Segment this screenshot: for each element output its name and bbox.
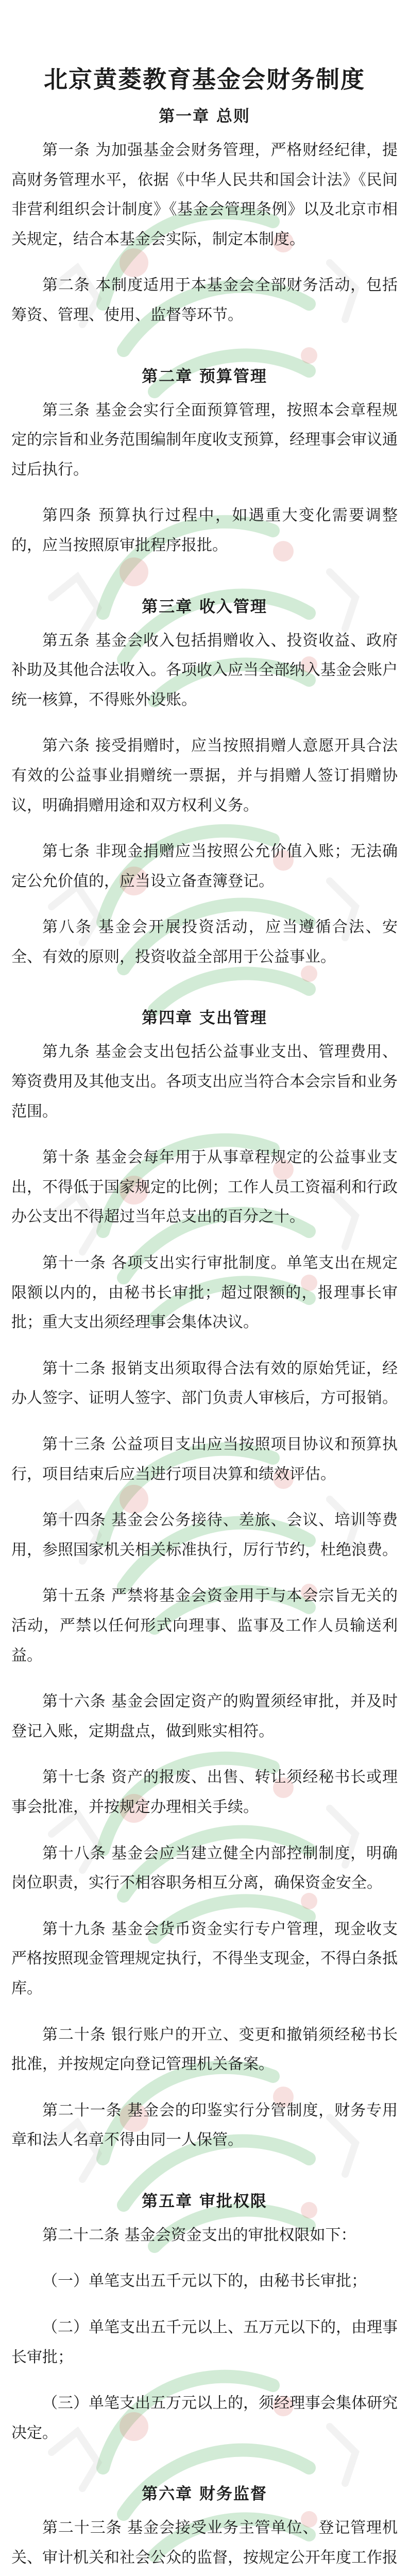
chapter-heading: 第六章 财务监督 — [142, 2485, 267, 2504]
document-title: 北京黄菱教育基金会财务制度 — [44, 65, 365, 93]
clause-paragraph: 第十九条 基金会货币资金实行专户管理，现金收支严格按照现金管理规定执行，不得坐支现金，不得白条抵库。 — [11, 1920, 398, 1997]
section-list — [11, 103, 398, 2576]
clause-paragraph: 第十四条 基金会公务接待、差旅、会议、培训等费用，参照国家机关相关标准执行，厉行节约，杜绝浪费。 — [11, 1511, 398, 1559]
clause-paragraph: 第一条 为加强基金会财务管理，严格财经纪律，提高财务管理水平，依据《中华人民共和国会计法》《民间非营利组织会计制度》《基金会管理条例》以及北京市相关规定，结合本基金会实际，制定本制度。 — [11, 141, 398, 248]
clause-paragraph: 第二十三条 基金会接受业务主管单位、登记管理机关、审计机关和社会公众的监督，按规定公开年度工作报 — [11, 2519, 398, 2567]
clause-paragraph: 第三条 基金会实行全面预算管理，按照本会章程规定的宗旨和业务范围编制年度收支预算，经理事会审议通过后执行。 — [11, 401, 398, 479]
clause-paragraph: 第四条 预算执行过程中，如遇重大变化需要调整的，应当按照原审批程序报批。 — [11, 506, 398, 554]
clause-paragraph: 第六条 接受捐赠时，应当按照捐赠人意愿开具合法有效的公益事业捐赠统一票据，并与捐赠人签订捐赠协议，明确捐赠用途和双方权利义务。 — [11, 737, 398, 815]
document-body — [11, 61, 398, 2576]
chapter-heading: 第四章 支出管理 — [142, 1009, 267, 1028]
chapter-heading: 第二章 预算管理 — [142, 367, 267, 386]
clause-paragraph: 第二十二条 基金会资金支出的审批权限如下： — [42, 2226, 356, 2244]
clause-paragraph: 第十六条 基金会固定资产的购置须经审批，并及时登记入账，定期盘点，做到账实相符。 — [11, 1692, 398, 1740]
clause-paragraph: 第十五条 严禁将基金会资金用于与本会宗旨无关的活动，严禁以任何形式向理事、监事及工作人员输送利益。 — [11, 1587, 398, 1665]
clause-paragraph: 第十八条 基金会应当建立健全内部控制制度，明确岗位职责，实行不相容职务相互分离，确保资金安全。 — [11, 1844, 398, 1892]
clause-paragraph: （三）单笔支出五万元以上的，须经理事会集体研究决定。 — [11, 2394, 398, 2442]
clause-paragraph: 第五条 基金会收入包括捐赠收入、投资收益、政府补助及其他合法收入。各项收入应当全部纳入基金会账户统一核算，不得账外设账。 — [11, 631, 398, 709]
chapter-heading: 第五章 审批权限 — [142, 2192, 267, 2211]
clause-paragraph: 第十三条 公益项目支出应当按照项目协议和预算执行，项目结束后应当进行项目决算和绩效评估。 — [11, 1435, 398, 1483]
clause-paragraph: 第十二条 报销支出须取得合法有效的原始凭证，经办人签字、证明人签字、部门负责人审核后，方可报销。 — [11, 1359, 398, 1408]
clause-paragraph: （二）单笔支出五千元以上、五万元以下的，由理事长审批； — [11, 2318, 398, 2366]
clause-paragraph: 第二十条 银行账户的开立、变更和撤销须经秘书长批准，并按规定向登记管理机关备案。 — [11, 2025, 398, 2074]
clause-paragraph: 第七条 非现金捐赠应当按照公允价值入账；无法确定公允价值的，应当设立备查簿登记。 — [11, 842, 398, 890]
clause-paragraph: 第九条 基金会支出包括公益事业支出、管理费用、筹资费用及其他支出。各项支出应当符合本会宗旨和业务范围。 — [11, 1043, 398, 1121]
clause-paragraph: 第八条 基金会开展投资活动，应当遵循合法、安全、有效的原则，投资收益全部用于公益事业。 — [11, 918, 398, 966]
clause-paragraph: 第二条 本制度适用于本基金会全部财务活动，包括筹资、管理、使用、监督等环节。 — [11, 276, 398, 324]
chapter-heading: 第三章 收入管理 — [142, 597, 267, 616]
clause-paragraph: 第十条 基金会每年用于从事章程规定的公益事业支出，不得低于国家规定的比例；工作人员工资福利和行政办公支出不得超过当年总支出的百分之十。 — [11, 1148, 398, 1226]
clause-paragraph: 第十七条 资产的报废、出售、转让须经秘书长或理事会批准，并按规定办理相关手续。 — [11, 1768, 398, 1816]
chapter-heading: 第一章 总则 — [159, 107, 250, 126]
clause-paragraph: 第二十一条 基金会的印鉴实行分管制度，财务专用章和法人名章不得由同一人保管。 — [11, 2101, 398, 2149]
clause-paragraph: 第十一条 各项支出实行审批制度。单笔支出在规定限额以内的，由秘书长审批；超过限额的，报理事长审批；重大支出须经理事会集体决议。 — [11, 1254, 398, 1332]
clause-paragraph: （一）单笔支出五千元以下的，由秘书长审批； — [42, 2272, 367, 2291]
